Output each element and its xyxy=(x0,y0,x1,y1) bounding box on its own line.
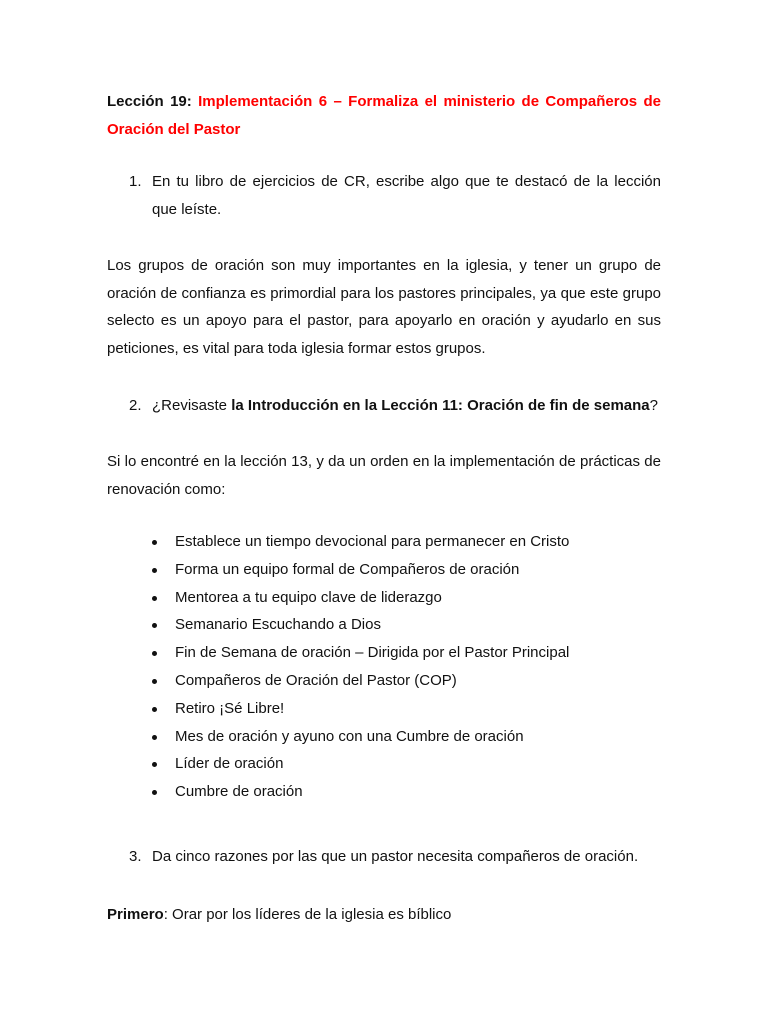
question-1-number: 1. xyxy=(129,173,142,190)
bullet-icon xyxy=(152,735,157,740)
question-2-text xyxy=(152,392,661,420)
answer-1-paragraph: Los grupos de oración son muy importantes en la iglesia, y tener un grupo de oración de confianza es primordial para los pastores principales, ya que este grupo selecto es un apoyo para el pastor, para apoyarlo en oración y ayudarlo en sus peticiones, es vital para toda iglesia formar estos grupos. xyxy=(107,257,661,357)
list-item xyxy=(150,639,569,667)
list-item-text: Semanario Escuchando a Dios xyxy=(175,616,381,634)
lesson-label: Lección 19: xyxy=(107,93,192,110)
list-item-text: Fin de Semana de oración – Dirigida por el Pastor Principal xyxy=(175,644,570,662)
question-2-bold-reference: la Introducción en la Lección 11: Oración de fin de semana xyxy=(231,397,650,414)
first-reason-label: Primero xyxy=(107,906,164,923)
lesson-heading: Implementación 6 – Formaliza el ministerio de Compañeros de Oración del Pastor xyxy=(107,93,662,138)
bullet-icon xyxy=(152,596,157,601)
bullet-icon xyxy=(152,540,157,545)
list-item-text: Mentorea a tu equipo clave de liderazgo xyxy=(175,588,442,606)
first-reason xyxy=(107,901,661,929)
answer-2-paragraph: Si lo encontré en la lección 13, y da un orden en la implementación de prácticas de renovación como: xyxy=(107,453,661,498)
list-item-text: Cumbre de oración xyxy=(175,783,303,801)
list-item xyxy=(150,778,569,806)
list-item xyxy=(150,556,569,584)
list-item-text: Mes de oración y ayuno con una Cumbre de oración xyxy=(175,727,524,745)
bullet-icon xyxy=(152,762,157,767)
list-item-text: Compañeros de Oración del Pastor (COP) xyxy=(175,671,457,689)
list-item xyxy=(150,723,569,751)
list-item xyxy=(150,695,569,723)
question-2-number: 2. xyxy=(129,397,142,414)
bullet-icon xyxy=(152,707,157,712)
list-item xyxy=(150,750,569,778)
bullet-icon xyxy=(152,623,157,628)
list-item xyxy=(150,667,569,695)
list-item-text: Retiro ¡Sé Libre! xyxy=(175,699,285,717)
list-item xyxy=(150,528,569,556)
bullet-icon xyxy=(152,651,157,656)
list-item-text: Establece un tiempo devocional para permanecer en Cristo xyxy=(175,533,570,550)
list-item xyxy=(150,584,569,612)
question-2-prefix: ¿Revisaste xyxy=(152,397,232,414)
question-1-text: En tu libro de ejercicios de CR, escribe algo que te destacó de la lección que leíste. xyxy=(152,173,661,218)
practices-list xyxy=(150,528,569,806)
list-item-text: Líder de oración xyxy=(175,755,284,773)
bullet-icon xyxy=(152,790,157,795)
list-item-text: Forma un equipo formal de Compañeros de oración xyxy=(175,560,520,578)
question-3-number: 3. xyxy=(129,848,142,865)
question-2-suffix: ? xyxy=(649,397,658,414)
question-3-text: Da cinco razones por las que un pastor necesita compañeros de oración. xyxy=(152,848,639,865)
bullet-icon xyxy=(152,568,157,573)
lesson-title xyxy=(107,88,661,143)
list-item xyxy=(150,611,569,639)
first-reason-text: : Orar por los líderes de la iglesia es bíblico xyxy=(163,906,452,923)
bullet-icon xyxy=(152,679,157,684)
